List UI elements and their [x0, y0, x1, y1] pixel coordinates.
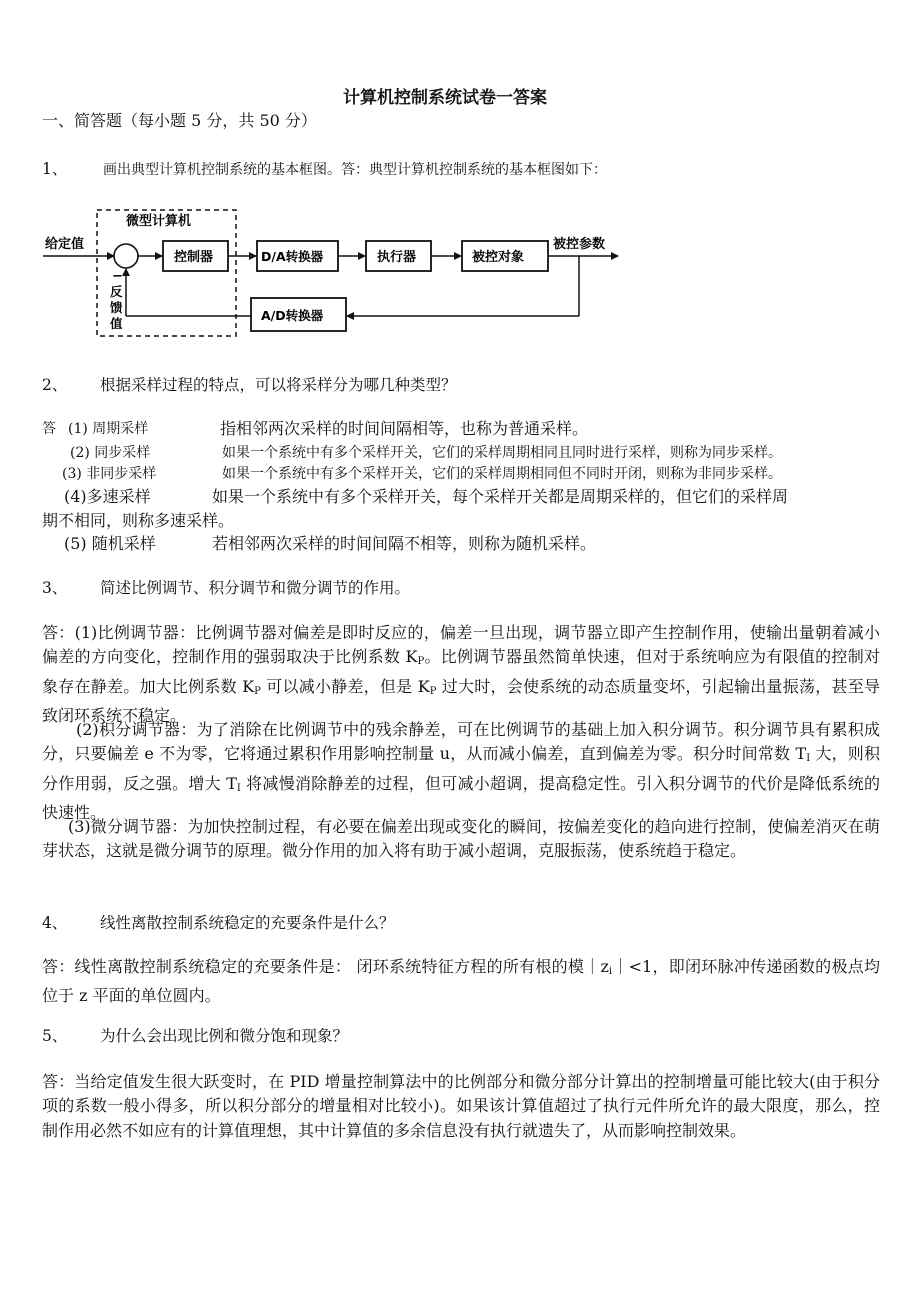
- question-number: 2、: [42, 376, 68, 394]
- block-diagram: [40, 200, 640, 350]
- answer-paragraph: 答：当给定值发生很大跃变时，在 PID 增量控制算法中的比例部分和微分部分计算出的控制增量可能比较大(由于积分项的系数一般小得多，所以积分部分的增量相对比较小)。如果该计算值超过了执行元件所允许的最大限度，那么，控制作用必然不如应有的计算值理想，其中计算值的多余信息没有执行就遗失了，从而影响控制效果。: [42, 1072, 880, 1140]
- sampling-type-label: (1) 周期采样: [68, 421, 149, 437]
- answer-paragraph: (2)积分调节器：为了消除在比例调节中的残余静差，可在比例调节的基础上加入积分调节。积分调节具有累积成分，只要偏差 e 不为零，它将通过累积作用影响控制量 u，从而减小偏差，直到偏差为零。积分时间常数 $T_I$ 大，则积分作用弱，反之强。增大 $T_I$ 将减慢消除静差的过程，但可减小超调，提高稳定性。引入积分调节的代价是降低系统的快速性。: [42, 720, 880, 823]
- sampling-type-desc: 指相邻两次采样的时间间隔相等，也称为普通采样。: [220, 419, 589, 438]
- controller-label: 控制器: [174, 250, 214, 265]
- sampling-type-label: (3) 非同步采样: [62, 466, 157, 482]
- input-label: 给定值: [45, 237, 85, 252]
- question-text: 为什么会出现比例和微分饱和现象？: [100, 1027, 349, 1045]
- da-converter-label: D/A转换器: [261, 249, 324, 264]
- sampling-type-desc: 如果一个系统中有多个采样开关，每个采样开关都是周期采样的，但它们的采样周: [212, 487, 789, 506]
- sampling-type-desc: 若相邻两次采样的时间间隔不相等，则称为随机采样。: [212, 534, 597, 553]
- question-number: 5、: [42, 1027, 68, 1045]
- question-text: 根据采样过程的特点，可以将采样分为哪几种类型？: [100, 376, 457, 394]
- feedback-label-1: 反: [110, 284, 123, 299]
- summing-junction: [114, 244, 138, 268]
- ad-converter-label: A/D转换器: [261, 308, 324, 323]
- question-text: 画出典型计算机控制系统的基本框图。答：典型计算机控制系统的基本框图如下：: [103, 162, 607, 178]
- question-text: 简述比例调节、积分调节和微分调节的作用。: [100, 579, 411, 597]
- minus-sign: −: [112, 269, 123, 284]
- sampling-type-desc: 如果一个系统中有多个采样开关，它们的采样周期相同但不同时开闭，则称为非同步采样。: [222, 466, 782, 482]
- feedback-label-2: 馈: [110, 300, 123, 315]
- question-number: 4、: [42, 914, 68, 932]
- sampling-type-desc-cont: 期不相同，则称多速采样。: [42, 511, 235, 530]
- answer-paragraph: 答：线性离散控制系统稳定的充要条件是： 闭环系统特征方程的所有根的模$|z_i|<1$，即闭环脉冲传递函数的极点均位于 z 平面的单位圆内。: [42, 957, 880, 1006]
- section-heading: 一、简答题（每小题 5 分，共 50 分）: [42, 111, 317, 130]
- answer-paragraph: (3)微分调节器：为加快控制过程，有必要在偏差出现或变化的瞬间，按偏差变化的趋向进行控制，使偏差消灭在萌芽状态，这就是微分调节的原理。微分作用的加入将有助于减小超调，克服振荡，使系统趋于稳定。: [42, 817, 880, 861]
- sampling-type-label: (4)多速采样: [64, 487, 151, 506]
- sampling-type-label: (5) 随机采样: [64, 534, 156, 553]
- page-title: 计算机控制系统试卷一答案: [343, 88, 547, 108]
- sampling-type-label: (2) 同步采样: [70, 445, 151, 461]
- question-text: 线性离散控制系统稳定的充要条件是什么？: [100, 914, 395, 932]
- answer-paragraph: 答：(1)比例调节器：比例调节器对偏差是即时反应的，偏差一旦出现，调节器立即产生控制作用，使输出量朝着减小偏差的方向变化，控制作用的强弱取决于比例系数 $K_P$。比例调节器虽然简单快速，但对于系统响应为有限值的控制对象存在静差。加大比例系数 $K_P$ 可以减小静差，但是 $K_P$ 过大时，会使系统的动态质量变坏，引起输出量振荡，甚至导致闭环系统不稳定。: [42, 623, 880, 726]
- sampling-type-desc: 如果一个系统中有多个采样开关，它们的采样周期相同且同时进行采样，则称为同步采样。: [222, 445, 782, 461]
- actuator-label: 执行器: [377, 250, 417, 265]
- question-number: 3、: [42, 579, 68, 597]
- question-number: 1、: [42, 160, 68, 178]
- feedback-label-3: 值: [110, 316, 123, 331]
- answer-prefix: 答: [42, 421, 56, 437]
- computer-label: 微型计算机: [126, 214, 192, 229]
- output-label: 被控参数: [553, 237, 606, 252]
- plant-label: 被控对象: [472, 250, 525, 265]
